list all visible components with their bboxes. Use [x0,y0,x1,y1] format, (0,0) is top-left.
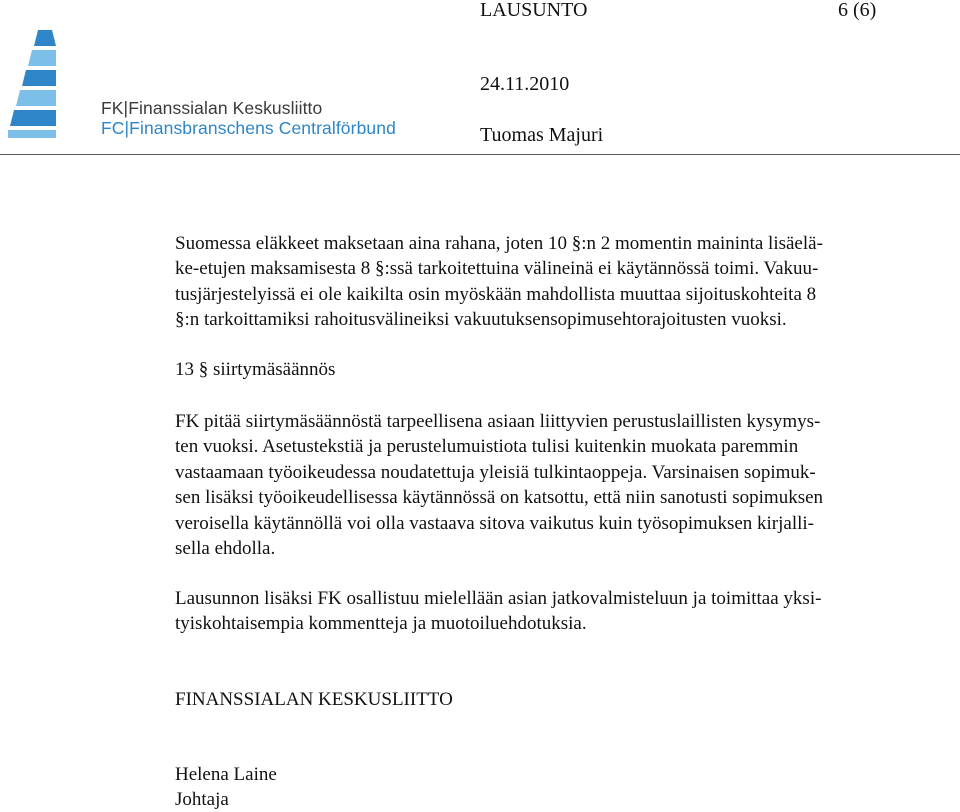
paragraph-2-line: ten vuoksi. Asetustekstiä ja perustelumuistiota tulisi kuitenkin muokata paremmin [175,436,799,458]
paragraph-1-line: §:n tarkoittamiksi rahoitusvälineiksi vakuutuksensopimusehtorajoitusten vuoksi. [175,309,787,331]
document-date: 24.11.2010 [480,73,570,95]
paragraph-2 [175,409,935,561]
paragraph-2-line: vastaamaan työoikeudessa noudatettuja yleisiä tulkintaoppeja. Varsinaisen sopimuk- [175,461,816,483]
paragraph-2-line: FK pitää siirtymäsäännöstä tarpeellisena asiaan liittyvien perustuslaillisten kysymys- [175,411,821,432]
section-heading-text: 13 § siirtymäsäännös [175,359,336,380]
paragraph-2-line: sella ehdolla. [175,537,276,559]
document-author: Tuomas Majuri [480,124,604,146]
signature-organization-text: FINANSSIALAN KESKUSLIITTO [175,689,453,710]
paragraph-2-line: sen lisäksi työoikeudellisessa käytännössä on katsottu, että niin sanotusti sopimuksen [175,487,824,509]
logo-text-finnish: FK|Finanssialan Keskusliitto [101,98,323,118]
header-divider [0,154,960,155]
paragraph-1 [175,231,935,333]
signer-name-text: Helena Laine [175,764,277,785]
paragraph-1-line: ke-etujen maksamisesta 8 §:ssä tarkoitettuina välineinä ei käytännössä toimi. Vakuu- [175,258,819,280]
paragraph-3 [175,586,935,637]
section-heading [175,357,935,382]
paragraph-3-line: tyiskohtaisempia kommentteja ja muotoiluehdotuksia. [175,613,587,635]
paragraph-2-line: veroisella käytännöllä voi olla vastaava sitova vaikutus kuin työsopimuksen kirjalli- [175,512,815,534]
signer-title-text: Johtaja [175,789,229,810]
paragraph-1-line: tusjärjestelyissä ei ole kaikilta osin myöskään mahdollista muuttaa sijoituskohteita 8 [175,283,817,305]
paragraph-3-line: Lausunnon lisäksi FK osallistuu mielellään asian jatkovalmisteluun ja toimittaa yksi- [175,588,822,609]
organization-logo [8,26,56,138]
signature-organization [175,687,935,712]
page-number: 6 (6) [838,0,877,21]
signer-title [175,787,935,812]
document-type: LAUSUNTO [480,0,588,21]
paragraph-1-line: Suomessa eläkkeet maksetaan aina rahana, joten 10 §:n 2 momentin maininta lisäelä- [175,233,823,254]
signer-name [175,762,935,787]
logo-text-swedish: FC|Finansbranschens Centralförbund [101,118,396,138]
